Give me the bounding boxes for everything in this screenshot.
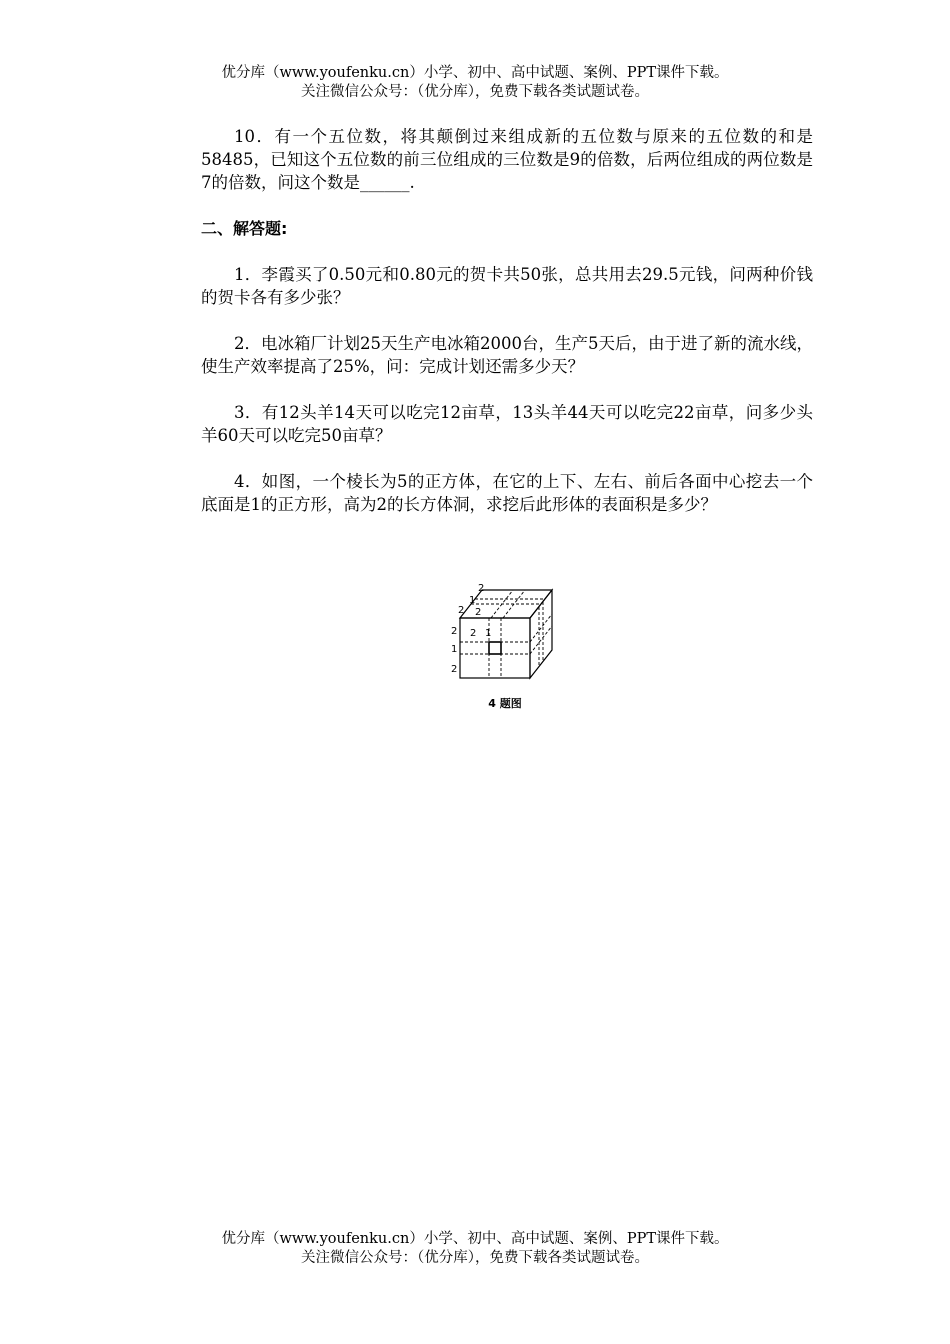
header-line-1: 优分库（www.youfenku.cn）小学、初中、高中试题、案例、PPT课件下载。 <box>221 65 729 81</box>
cube-front-face <box>460 618 530 678</box>
footer-line-1: 优分库（www.youfenku.cn）小学、初中、高中试题、案例、PPT课件下载。 <box>221 1231 729 1247</box>
label-top-2b: 2 <box>458 605 465 616</box>
problem-10: 10．有一个五位数，将其颠倒过来组成新的五位数与原来的五位数的和是58485，已知这个五位数的前三位组成的三位数是9的倍数，后两位组成的两位数是7的倍数，问这个数是______. <box>201 127 813 192</box>
question-3: 3．有12头羊14天可以吃完12亩草，13头羊44天可以吃完22亩草，问多少头羊60天可以吃完50亩草？ <box>201 403 813 445</box>
front-hole <box>489 642 501 654</box>
label-left-2: 2 <box>451 626 458 637</box>
label-top-2c: 2 <box>475 607 482 618</box>
page-footer <box>0 1230 950 1268</box>
question-4: 4．如图，一个棱长为5的正方体，在它的上下、左右、前后各面中心挖去一个底面是1的正方形，高为2的长方体洞，求挖后此形体的表面积是多少？ <box>201 472 813 514</box>
label-left-1: 1 <box>451 644 458 655</box>
label-left-2b: 2 <box>451 664 458 675</box>
label-top-1: 1 <box>469 595 476 606</box>
footer-line-2: 关注微信公众号：（优分库），免费下载各类试题试卷。 <box>301 1250 649 1266</box>
figure-caption: 4 题图 <box>488 697 522 710</box>
label-front-1: 1 <box>485 628 492 639</box>
label-front-2: 2 <box>470 628 477 639</box>
document-body <box>201 125 813 516</box>
label-top-2: 2 <box>478 583 485 594</box>
question-2: 2．电冰箱厂计划25天生产电冰箱2000台，生产5天后，由于进了新的流水线，使生产效率提高了25%，问：完成计划还需多少天？ <box>201 334 813 376</box>
cube-right-face <box>530 590 552 678</box>
header-line-2: 关注微信公众号：（优分库），免费下载各类试题试卷。 <box>301 84 649 100</box>
section-title: 二、解答题: <box>201 219 288 238</box>
cube-diagram <box>440 580 570 690</box>
page-header <box>0 64 950 102</box>
question-1: 1．李霞买了0.50元和0.80元的贺卡共50张，总共用去29.5元钱，问两种价钱的贺卡各有多少张？ <box>201 265 813 307</box>
